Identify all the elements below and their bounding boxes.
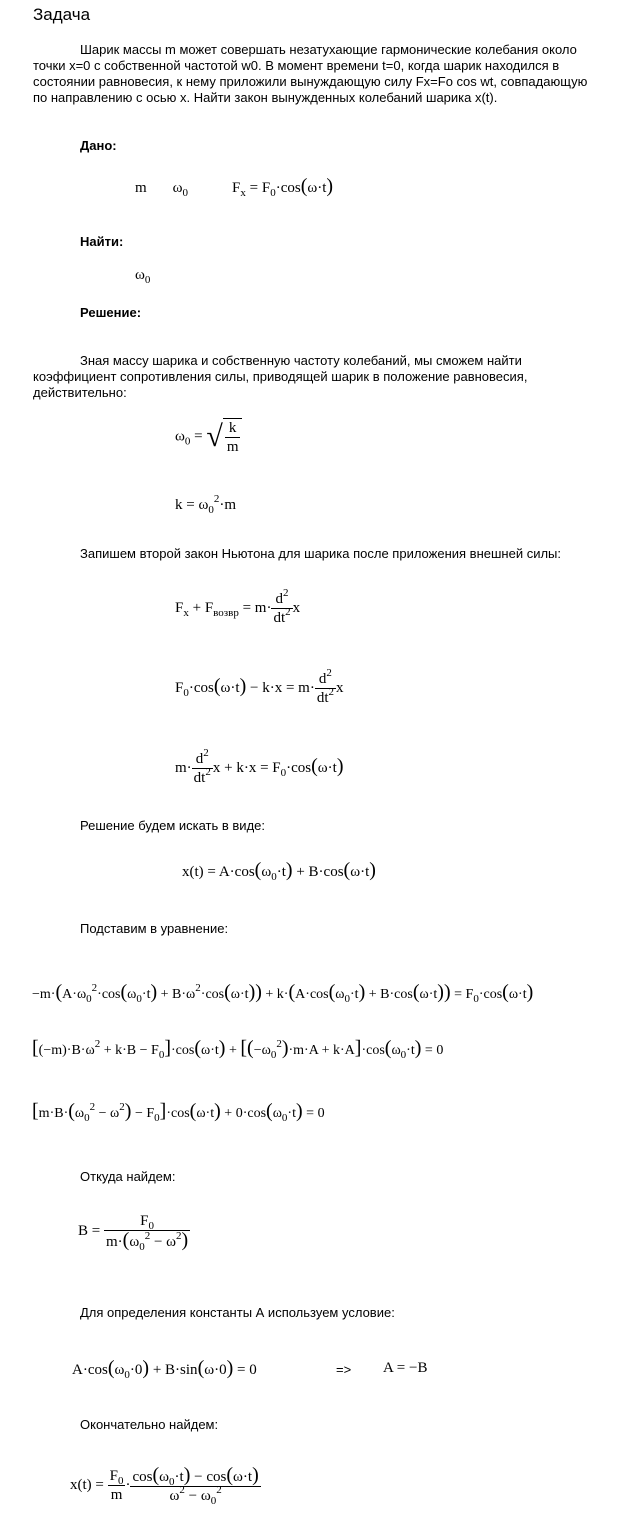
- whence-text: Откуда найдем:: [80, 1169, 176, 1184]
- k-formula: $k = \omega_0^2\cdot m$: [175, 493, 237, 516]
- A-result: A = −B: [383, 1360, 428, 1376]
- newton-text: Запишем второй закон Ньютона для шарика после приложения внешней силы:: [80, 546, 561, 561]
- page-title: Задача: [33, 5, 91, 24]
- find-label: Найти:: [80, 234, 124, 249]
- newton-eq-3: m· $\frac{d^2}{dt^2}$ $x + k\cdot x = F_0\cdot\cos(\omega\cdot t)$: [175, 747, 344, 786]
- implies-arrow: =>: [336, 1362, 352, 1377]
- substitute-text: Подставим в уравнение:: [80, 921, 229, 936]
- newton-eq-2: $F_0\cdot\cos(\omega\cdot t) - k\cdot x = m\cdot$ $\frac{d^2}{dt^2}$ x: [175, 667, 344, 706]
- intro-paragraph: Зная массу шарика и собственную частоту колебаний, мы сможем найти коэффициент сопротивления силы, приводящей шарик в положение равновесия, действительно:: [33, 353, 528, 400]
- omega0-sqrt-formula: $\omega_0$ = √ $\frac{k}{m}$: [175, 418, 242, 456]
- final-solution: x(t) = $\frac{F_0}{m}$ · $\frac{\cos(\omega_0\cdot t) - \cos(\omega\cdot t)}{\omega^2 - \omega_0^2}$: [70, 1464, 259, 1507]
- given-formula: m $\omega_0$ $F_x = F_0\cdot\cos(\omega\cdot t)$: [135, 175, 334, 199]
- substituted-eq: $-m\cdot(A\cdot\omega_0^2\cdot\cos(\omega_0\cdot t) + B\cdot\omega^2\cdot\cos(\omega\cdot t)) + k\cdot(A\cdot\cos(\omega_0\cdot t) + B\cdot\cos(\omega\cdot t)) = F_0\cdot\cos(\omega\cdot t)$: [32, 981, 534, 1005]
- problem-statement: Шарик массы m может совершать незатухающие гармонические колебания около точки x=0 с собственной частотой w0. В момент времени t=0, когда шарик находился в состоянии равновесия, к нему приложили вынуждающую силу Fx=Fo cos wt, совпадающую по направлению с осью x. Найти закон вынужденных колебаний шарика x(t).: [33, 42, 588, 105]
- final-text: Окончательно найдем:: [80, 1417, 219, 1432]
- constant-text: Для определения константы А используем условие:: [80, 1305, 395, 1320]
- given-label: Дано:: [80, 138, 117, 153]
- find-formula: $\omega_0$: [135, 267, 151, 286]
- search-text: Решение будем искать в виде:: [80, 818, 265, 833]
- initial-condition: $A\cdot\cos(\omega_0\cdot 0) + B\cdot\sin(\omega\cdot 0) = 0$: [72, 1357, 257, 1381]
- grouped-eq-2: $[m\cdot B\cdot(\omega_0^2 - \omega^2) - F_0]\cdot\cos(\omega\cdot t) + 0\cdot\cos(\omega_0\cdot t) = 0$: [32, 1100, 325, 1124]
- solution-label: Решение:: [80, 305, 142, 320]
- grouped-eq-1: $[(-m)\cdot B\cdot\omega^2 + k\cdot B - F_0]\cdot\cos(\omega\cdot t) + [(-\omega_0^2)\cdot m\cdot A + k\cdot A]\cdot\cos(\omega_0\cdot t) = 0$: [32, 1037, 444, 1061]
- B-formula: B = $\frac{F_0}{m\cdot(\omega_0^2 - \omega^2)}$: [78, 1213, 189, 1253]
- trial-solution: $x(t) = A\cdot\cos(\omega_0\cdot t) + B\cdot\cos(\omega\cdot t)$: [182, 859, 376, 883]
- newton-eq-1: $F_x + F_{возвр} = m\cdot$ $\frac{d^2}{dt^2}$ x: [175, 587, 301, 626]
